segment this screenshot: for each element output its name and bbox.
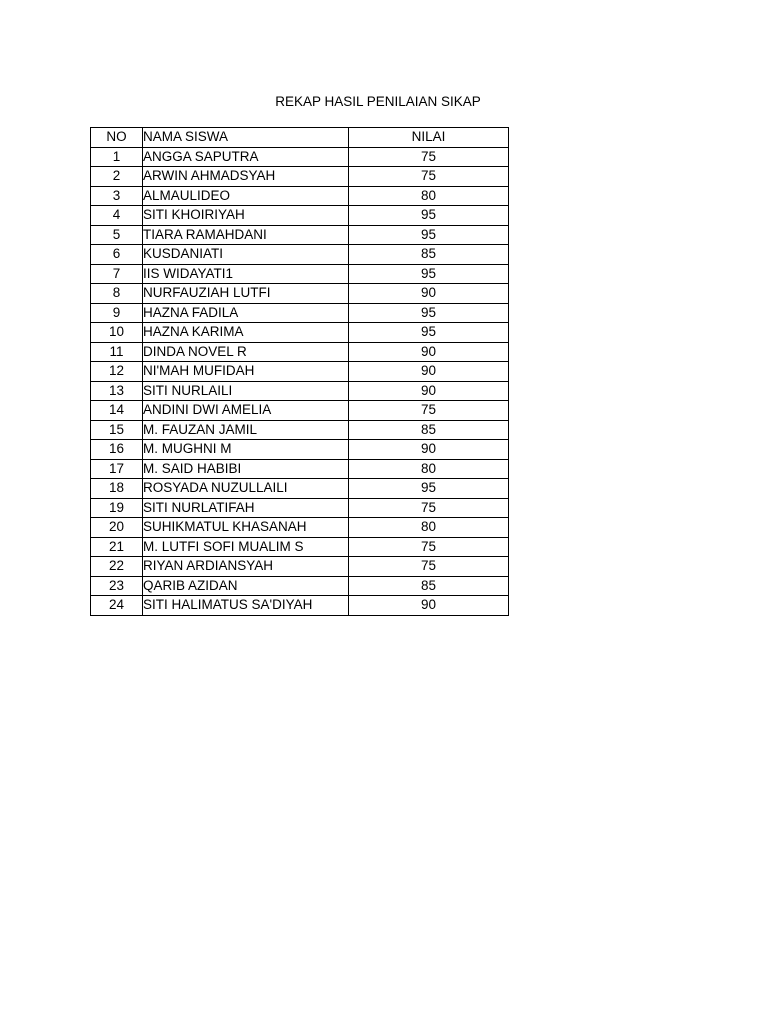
student-name: M. LUTFI SOFI MUALIM S <box>143 537 349 557</box>
row-number: 5 <box>91 225 143 245</box>
student-name: ANDINI DWI AMELIA <box>143 401 349 421</box>
row-number: 9 <box>91 303 143 323</box>
row-number: 21 <box>91 537 143 557</box>
table-row <box>91 225 509 245</box>
student-name: SITI NURLAILI <box>143 381 349 401</box>
row-number: 14 <box>91 401 143 421</box>
student-name: M. MUGHNI M <box>143 440 349 460</box>
score-value: 75 <box>349 557 509 577</box>
student-name: ROSYADA NUZULLAILI <box>143 479 349 499</box>
score-value: 90 <box>349 342 509 362</box>
student-name: M. FAUZAN JAMIL <box>143 420 349 440</box>
score-table-body <box>91 128 509 616</box>
score-value: 90 <box>349 362 509 382</box>
student-name: SUHIKMATUL KHASANAH <box>143 518 349 538</box>
page-title: REKAP HASIL PENILAIAN SIKAP <box>275 94 481 109</box>
row-number: 12 <box>91 362 143 382</box>
row-number: 23 <box>91 576 143 596</box>
student-name: HAZNA FADILA <box>143 303 349 323</box>
row-number: 15 <box>91 420 143 440</box>
table-row <box>91 381 509 401</box>
score-value: 95 <box>349 206 509 226</box>
table-row <box>91 303 509 323</box>
row-number: 20 <box>91 518 143 538</box>
score-value: 75 <box>349 537 509 557</box>
row-number: 1 <box>91 147 143 167</box>
student-name: KUSDANIATI <box>143 245 349 265</box>
score-value: 95 <box>349 264 509 284</box>
table-row <box>91 537 509 557</box>
score-value: 95 <box>349 479 509 499</box>
student-name: QARIB AZIDAN <box>143 576 349 596</box>
header-name: NAMA SISWA <box>143 128 349 148</box>
score-value: 75 <box>349 401 509 421</box>
score-value: 85 <box>349 420 509 440</box>
table-header-row <box>91 128 509 148</box>
table-row <box>91 206 509 226</box>
table-row <box>91 440 509 460</box>
score-value: 95 <box>349 303 509 323</box>
score-value: 80 <box>349 186 509 206</box>
score-value: 75 <box>349 498 509 518</box>
row-number: 3 <box>91 186 143 206</box>
row-number: 24 <box>91 596 143 616</box>
score-value: 90 <box>349 381 509 401</box>
row-number: 11 <box>91 342 143 362</box>
table-row <box>91 362 509 382</box>
student-name: HAZNA KARIMA <box>143 323 349 343</box>
row-number: 7 <box>91 264 143 284</box>
table-row <box>91 342 509 362</box>
row-number: 6 <box>91 245 143 265</box>
student-name: IIS WIDAYATI1 <box>143 264 349 284</box>
table-row <box>91 479 509 499</box>
table-row <box>91 596 509 616</box>
table-row <box>91 459 509 479</box>
row-number: 17 <box>91 459 143 479</box>
table-row <box>91 245 509 265</box>
row-number: 16 <box>91 440 143 460</box>
score-value: 80 <box>349 518 509 538</box>
student-name: NI'MAH MUFIDAH <box>143 362 349 382</box>
table-row <box>91 147 509 167</box>
score-value: 75 <box>349 147 509 167</box>
row-number: 8 <box>91 284 143 304</box>
table-row <box>91 401 509 421</box>
score-value: 95 <box>349 225 509 245</box>
student-name: TIARA RAMAHDANI <box>143 225 349 245</box>
table-row <box>91 264 509 284</box>
score-value: 90 <box>349 596 509 616</box>
row-number: 10 <box>91 323 143 343</box>
student-name: RIYAN ARDIANSYAH <box>143 557 349 577</box>
student-name: NURFAUZIAH LUTFI <box>143 284 349 304</box>
student-name: M. SAID HABIBI <box>143 459 349 479</box>
score-value: 85 <box>349 245 509 265</box>
student-name: SITI NURLATIFAH <box>143 498 349 518</box>
student-name: ALMAULIDEO <box>143 186 349 206</box>
row-number: 2 <box>91 167 143 187</box>
score-value: 80 <box>349 459 509 479</box>
row-number: 13 <box>91 381 143 401</box>
score-value: 90 <box>349 440 509 460</box>
score-value: 95 <box>349 323 509 343</box>
table-row <box>91 420 509 440</box>
header-score: NILAI <box>349 128 509 148</box>
score-value: 90 <box>349 284 509 304</box>
table-row <box>91 576 509 596</box>
table-row <box>91 284 509 304</box>
row-number: 19 <box>91 498 143 518</box>
student-name: SITI HALIMATUS SA'DIYAH <box>143 596 349 616</box>
score-value: 75 <box>349 167 509 187</box>
table-row <box>91 498 509 518</box>
student-name: DINDA NOVEL R <box>143 342 349 362</box>
student-name: ARWIN AHMADSYAH <box>143 167 349 187</box>
table-row <box>91 167 509 187</box>
score-value: 85 <box>349 576 509 596</box>
table-row <box>91 518 509 538</box>
student-name: SITI KHOIRIYAH <box>143 206 349 226</box>
row-number: 18 <box>91 479 143 499</box>
header-no: NO <box>91 128 143 148</box>
table-row <box>91 323 509 343</box>
row-number: 4 <box>91 206 143 226</box>
table-row <box>91 557 509 577</box>
table-row <box>91 186 509 206</box>
student-name: ANGGA SAPUTRA <box>143 147 349 167</box>
score-table <box>90 127 509 616</box>
row-number: 22 <box>91 557 143 577</box>
